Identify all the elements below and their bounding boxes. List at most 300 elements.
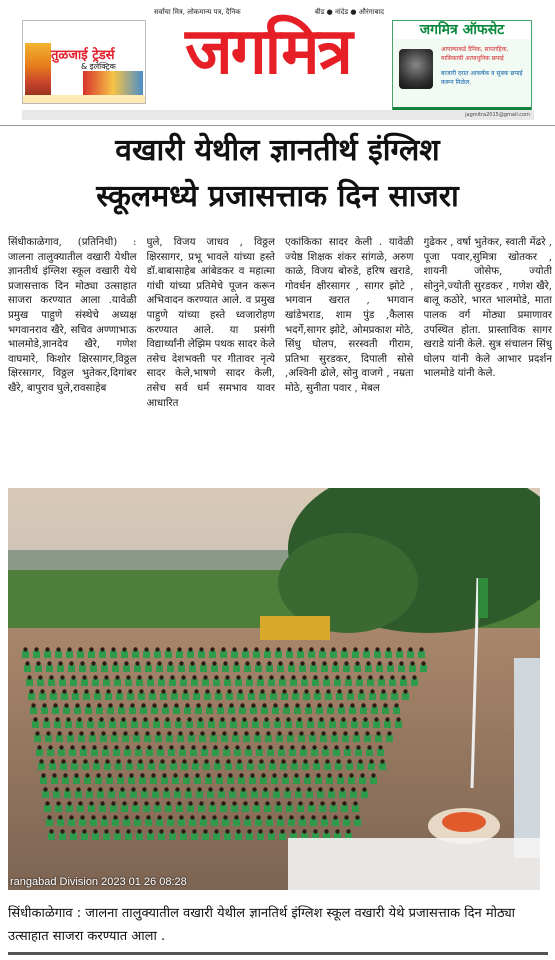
student-figure <box>272 707 279 714</box>
student-figure <box>114 833 121 840</box>
student-head <box>301 745 305 749</box>
student-head <box>324 675 328 679</box>
student-head <box>312 745 316 749</box>
student-figure <box>407 651 414 658</box>
dateline-strip <box>22 110 534 120</box>
student-figure <box>209 805 216 812</box>
student-head <box>40 689 44 693</box>
student-figure <box>154 805 161 812</box>
student-figure <box>146 749 153 756</box>
student-figure <box>335 763 342 770</box>
student-figure <box>268 833 275 840</box>
student-figure <box>110 651 117 658</box>
student-figure <box>262 791 269 798</box>
student-figure <box>46 819 53 826</box>
student-figure <box>281 693 288 700</box>
student-figure <box>198 805 205 812</box>
student-figure <box>71 763 78 770</box>
student-figure <box>348 777 355 784</box>
student-head <box>251 703 255 707</box>
student-head <box>140 773 144 777</box>
student-figure <box>343 819 350 826</box>
student-head <box>374 717 378 721</box>
student-figure <box>248 693 255 700</box>
student-figure <box>106 777 113 784</box>
student-figure <box>189 665 196 672</box>
student-head <box>74 773 78 777</box>
student-head <box>177 647 181 651</box>
student-figure <box>283 707 290 714</box>
student-figure <box>377 749 384 756</box>
student-figure <box>51 777 58 784</box>
student-figure <box>252 721 259 728</box>
student-figure <box>297 651 304 658</box>
student-figure <box>297 805 304 812</box>
student-head <box>263 787 267 791</box>
student-figure <box>156 665 163 672</box>
student-head <box>194 689 198 693</box>
student-head <box>204 759 208 763</box>
student-figure <box>279 679 286 686</box>
student-head <box>256 815 260 819</box>
student-head <box>66 717 70 721</box>
student-head <box>181 829 185 833</box>
student-head <box>289 661 293 665</box>
student-figure <box>332 665 339 672</box>
student-figure <box>277 665 284 672</box>
student-head <box>277 731 281 735</box>
student-head <box>187 717 191 721</box>
student-head <box>173 773 177 777</box>
student-head <box>333 815 337 819</box>
student-figure <box>153 721 160 728</box>
student-head <box>248 759 252 763</box>
student-head <box>255 731 259 735</box>
student-figure <box>257 679 264 686</box>
student-figure <box>165 805 172 812</box>
student-figure <box>270 693 277 700</box>
student-head <box>135 815 139 819</box>
student-head <box>151 773 155 777</box>
student-figure <box>365 665 372 672</box>
student-head <box>335 829 339 833</box>
student-head <box>92 745 96 749</box>
student-figure <box>362 721 369 728</box>
student-head <box>370 689 374 693</box>
student-figure <box>142 721 149 728</box>
student-figure <box>61 693 68 700</box>
student-head <box>252 787 256 791</box>
student-figure <box>98 721 105 728</box>
student-figure <box>48 833 55 840</box>
student-figure <box>246 679 253 686</box>
student-head <box>81 745 85 749</box>
student-figure <box>337 777 344 784</box>
student-figure <box>384 721 391 728</box>
student-head <box>369 759 373 763</box>
student-figure <box>336 693 343 700</box>
student-figure <box>225 763 232 770</box>
student-head <box>278 661 282 665</box>
student-figure <box>352 805 359 812</box>
student-figure <box>110 805 117 812</box>
student-figure <box>45 735 52 742</box>
student-figure <box>330 805 337 812</box>
slogan: सर्वांचा मित्र, लोकमान्य पत्र, दैनिक <box>154 8 241 16</box>
student-figure <box>309 735 316 742</box>
student-figure <box>323 679 330 686</box>
student-head <box>49 829 53 833</box>
student-head <box>80 661 84 665</box>
student-figure <box>253 805 260 812</box>
student-head <box>174 703 178 707</box>
student-head <box>281 759 285 763</box>
student-figure <box>132 805 139 812</box>
student-figure <box>55 805 62 812</box>
student-figure <box>108 791 115 798</box>
student-figure <box>114 679 121 686</box>
student-head <box>129 773 133 777</box>
student-figure <box>200 665 207 672</box>
student-figure <box>209 651 216 658</box>
student-head <box>175 787 179 791</box>
student-figure <box>176 651 183 658</box>
student-head <box>363 717 367 721</box>
student-head <box>261 773 265 777</box>
student-head <box>53 703 57 707</box>
student-head <box>193 759 197 763</box>
student-head <box>227 689 231 693</box>
student-figure <box>129 707 136 714</box>
student-head <box>157 661 161 665</box>
yellow-vehicle <box>260 616 330 640</box>
student-head <box>336 759 340 763</box>
student-head <box>47 815 51 819</box>
student-head <box>219 787 223 791</box>
student-head <box>267 661 271 665</box>
student-figure <box>215 693 222 700</box>
student-head <box>322 661 326 665</box>
student-head <box>212 661 216 665</box>
student-figure <box>86 791 93 798</box>
student-figure <box>222 665 229 672</box>
student-head <box>180 745 184 749</box>
student-head <box>287 647 291 651</box>
student-head <box>226 759 230 763</box>
student-head <box>242 717 246 721</box>
student-figure <box>261 707 268 714</box>
student-head <box>115 675 119 679</box>
student-figure <box>420 665 427 672</box>
student-figure <box>307 721 314 728</box>
student-figure <box>67 735 74 742</box>
student-head <box>179 661 183 665</box>
student-head <box>360 773 364 777</box>
bottom-rule <box>8 952 548 955</box>
student-figure <box>242 805 249 812</box>
student-figure <box>223 749 230 756</box>
student-head <box>57 731 61 735</box>
event-photo <box>8 488 540 890</box>
student-head <box>120 787 124 791</box>
email: jagmitra2015@gmail.com <box>465 112 530 118</box>
student-head <box>134 731 138 735</box>
student-head <box>222 731 226 735</box>
student-figure <box>54 721 61 728</box>
student-figure <box>235 679 242 686</box>
student-figure <box>80 749 87 756</box>
student-head <box>126 675 130 679</box>
student-figure <box>112 665 119 672</box>
student-head <box>307 787 311 791</box>
student-head <box>37 745 41 749</box>
student-head <box>394 703 398 707</box>
student-head <box>401 675 405 679</box>
student-head <box>294 773 298 777</box>
student-head <box>346 675 350 679</box>
student-figure <box>284 791 291 798</box>
student-figure <box>333 749 340 756</box>
student-head <box>276 801 280 805</box>
student-head <box>89 647 93 651</box>
student-figure <box>103 679 110 686</box>
student-figure <box>109 721 116 728</box>
student-figure <box>216 777 223 784</box>
student-head <box>42 703 46 707</box>
student-head <box>188 647 192 651</box>
student-figure <box>224 833 231 840</box>
student-figure <box>162 707 169 714</box>
student-figure <box>77 805 84 812</box>
student-head <box>39 759 43 763</box>
student-figure <box>247 763 254 770</box>
student-head <box>366 661 370 665</box>
student-figure <box>279 833 286 840</box>
student-figure <box>166 735 173 742</box>
student-figure <box>202 833 209 840</box>
student-figure <box>286 651 293 658</box>
student-figure <box>355 749 362 756</box>
student-head <box>268 745 272 749</box>
student-head <box>113 815 117 819</box>
student-head <box>340 787 344 791</box>
student-figure <box>123 665 130 672</box>
student-figure <box>122 735 129 742</box>
student-head <box>111 801 115 805</box>
student-figure <box>353 735 360 742</box>
student-figure <box>196 791 203 798</box>
student-head <box>29 689 33 693</box>
student-figure <box>282 777 289 784</box>
student-figure <box>205 777 212 784</box>
student-head <box>390 675 394 679</box>
student-figure <box>83 693 90 700</box>
student-figure <box>242 651 249 658</box>
student-head <box>38 675 42 679</box>
student-head <box>55 717 59 721</box>
student-head <box>344 661 348 665</box>
student-head <box>69 815 73 819</box>
student-figure <box>268 679 275 686</box>
student-head <box>54 787 58 791</box>
student-head <box>147 745 151 749</box>
student-figure <box>409 665 416 672</box>
editions: बीड ● नांदेड ● औरंगाबाद <box>314 8 384 16</box>
student-figure <box>174 791 181 798</box>
student-figure <box>238 777 245 784</box>
student-head <box>160 759 164 763</box>
student-head <box>176 717 180 721</box>
ad-left-footer <box>23 95 145 103</box>
student-head <box>27 675 31 679</box>
student-figure <box>246 833 253 840</box>
student-figure <box>228 707 235 714</box>
article-column-2: घुले, विजय जाधव , विठ्ठल क्षिरसागर, प्रभू भावले यांच्या हस्ते डॉ.बाबासाहेब आंबेडकर व महात्मा गांधी यांच्या प्रतिमेचे पूजन करून अभिवादन करण्यात आले. व प्रमुख पाहुणे यांच्या हस्ते ध्वजारोहण करण्यात आले. या प्रसंगी विद्यार्थ्यांनी लेझिम पथक सादर केले तसेच देशभक्ती पर गीतावर नृत्ये सादर केले,भाषणे सादर केली, तसेच सर्व धर्म समभाव यावर आधारित <box>146 237 275 409</box>
student-head <box>365 731 369 735</box>
student-head <box>73 689 77 693</box>
student-head <box>223 815 227 819</box>
student-figure <box>192 763 199 770</box>
student-head <box>203 675 207 679</box>
student-figure <box>117 777 124 784</box>
student-head <box>297 717 301 721</box>
student-head <box>87 787 91 791</box>
student-figure <box>265 735 272 742</box>
student-head <box>102 661 106 665</box>
student-figure <box>354 819 361 826</box>
student-head <box>166 647 170 651</box>
student-head <box>310 731 314 735</box>
student-head <box>403 689 407 693</box>
student-head <box>190 661 194 665</box>
student-head <box>342 647 346 651</box>
student-figure <box>375 735 382 742</box>
student-figure <box>88 651 95 658</box>
student-head <box>62 689 66 693</box>
student-head <box>207 703 211 707</box>
student-head <box>239 773 243 777</box>
student-figure <box>306 791 313 798</box>
student-head <box>279 745 283 749</box>
student-head <box>146 815 150 819</box>
student-head <box>177 801 181 805</box>
student-figure <box>274 721 281 728</box>
student-head <box>150 689 154 693</box>
student-figure <box>411 679 418 686</box>
student-figure <box>149 693 156 700</box>
student-head <box>130 703 134 707</box>
student-head <box>348 689 352 693</box>
student-head <box>298 647 302 651</box>
student-figure <box>360 707 367 714</box>
student-head <box>69 661 73 665</box>
student-head <box>285 787 289 791</box>
student-head <box>333 661 337 665</box>
student-head <box>169 745 173 749</box>
student-head <box>190 815 194 819</box>
student-figure <box>255 665 262 672</box>
student-head <box>388 661 392 665</box>
student-figure <box>271 777 278 784</box>
student-figure <box>316 707 323 714</box>
student-figure <box>134 819 141 826</box>
student-head <box>368 675 372 679</box>
student-figure <box>180 679 187 686</box>
student-head <box>31 703 35 707</box>
student-head <box>345 745 349 749</box>
student-head <box>289 815 293 819</box>
student-head <box>137 829 141 833</box>
student-figure <box>341 805 348 812</box>
student-head <box>132 717 136 721</box>
student-head <box>220 717 224 721</box>
student-figure <box>75 791 82 798</box>
student-figure <box>44 805 51 812</box>
student-head <box>168 815 172 819</box>
student-figure <box>243 735 250 742</box>
student-head <box>99 717 103 721</box>
student-head <box>380 759 384 763</box>
student-head <box>276 647 280 651</box>
student-figure <box>256 749 263 756</box>
student-head <box>121 717 125 721</box>
student-head <box>56 647 60 651</box>
student-head <box>50 759 54 763</box>
student-head <box>421 661 425 665</box>
student-head <box>43 787 47 791</box>
student-figure <box>227 777 234 784</box>
student-head <box>102 815 106 819</box>
student-head <box>188 801 192 805</box>
student-head <box>67 647 71 651</box>
student-figure <box>145 665 152 672</box>
student-head <box>350 703 354 707</box>
student-figure <box>285 721 292 728</box>
student-head <box>353 801 357 805</box>
student-figure <box>181 763 188 770</box>
student-head <box>192 675 196 679</box>
student-head <box>278 815 282 819</box>
student-figure <box>68 819 75 826</box>
student-head <box>313 829 317 833</box>
student-figure <box>340 721 347 728</box>
student-head <box>296 787 300 791</box>
student-head <box>133 647 137 651</box>
student-head <box>316 773 320 777</box>
student-figure <box>57 665 64 672</box>
student-figure <box>111 735 118 742</box>
masthead <box>0 0 555 126</box>
article-body <box>8 236 552 476</box>
advertisement-right <box>392 20 532 118</box>
student-head <box>260 689 264 693</box>
student-figure <box>245 749 252 756</box>
student-figure <box>350 791 357 798</box>
student-figure <box>368 763 375 770</box>
student-head <box>135 661 139 665</box>
student-head <box>313 675 317 679</box>
student-head <box>367 745 371 749</box>
student-figure <box>39 693 46 700</box>
student-head <box>172 689 176 693</box>
student-figure <box>359 777 366 784</box>
student-head <box>60 829 64 833</box>
student-figure <box>92 833 99 840</box>
student-figure <box>85 707 92 714</box>
student-head <box>300 815 304 819</box>
student-head <box>284 703 288 707</box>
student-head <box>320 647 324 651</box>
